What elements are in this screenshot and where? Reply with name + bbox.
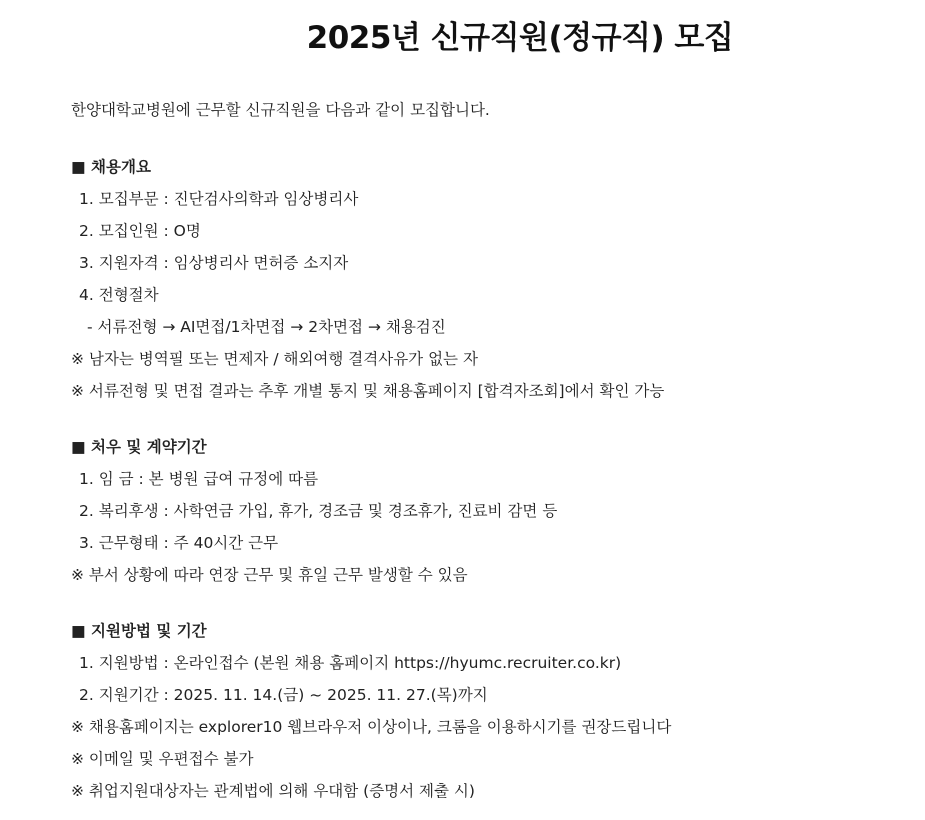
list-item: 4. 전형절차 (79, 286, 159, 304)
list-item: 3. 근무형태 : 주 40시간 근무 (79, 534, 279, 552)
note: ※ 서류전형 및 면접 결과는 추후 개별 통지 및 채용홈페이지 [합격자조회]에서 확인 가능 (71, 382, 665, 400)
page-title: 2025년 신규직원(정규직) 모집 (306, 20, 734, 56)
list-item: 3. 지원자격 : 임상병리사 면허증 소지자 (79, 254, 349, 272)
list-item: 1. 지원방법 : 온라인접수 (본원 채용 홈페이지 https://hyumc.recruiter.co.kr) (79, 654, 622, 672)
note: ※ 부서 상황에 따라 연장 근무 및 휴일 근무 발생할 수 있음 (71, 566, 468, 584)
section-compensation (71, 436, 557, 596)
section-recruitment-overview (71, 156, 664, 412)
list-item: 1. 임 금 : 본 병원 급여 규정에 따름 (79, 470, 319, 488)
list-subitem: - 서류전형 → AI면접/1차면접 → 2차면접 → 채용검진 (87, 318, 446, 336)
intro-text: 한양대학교병원에 근무할 신규직원을 다음과 같이 모집합니다. (71, 101, 490, 119)
note: ※ 이메일 및 우편접수 불가 (71, 750, 254, 768)
section-heading: ■ 채용개요 (71, 158, 151, 176)
list-item: 1. 모집부문 : 진단검사의학과 임상병리사 (79, 190, 359, 208)
section-heading: ■ 처우 및 계약기간 (71, 438, 207, 456)
note: ※ 취업지원대상자는 관계법에 의해 우대함 (증명서 제출 시) (71, 782, 475, 800)
note: ※ 남자는 병역필 또는 면제자 / 해외여행 결격사유가 없는 자 (71, 350, 478, 368)
section-application (71, 620, 671, 812)
list-item: 2. 모집인원 : O명 (79, 222, 201, 240)
note: ※ 채용홈페이지는 explorer10 웹브라우저 이상이나, 크롬을 이용하시기를 권장드립니다 (71, 718, 672, 736)
list-item: 2. 지원기간 : 2025. 11. 14.(금) ~ 2025. 11. 27.(목)까지 (79, 686, 488, 704)
section-heading: ■ 지원방법 및 기간 (71, 622, 207, 640)
list-item: 2. 복리후생 : 사학연금 가입, 휴가, 경조금 및 경조휴가, 진료비 감면 등 (79, 502, 558, 520)
